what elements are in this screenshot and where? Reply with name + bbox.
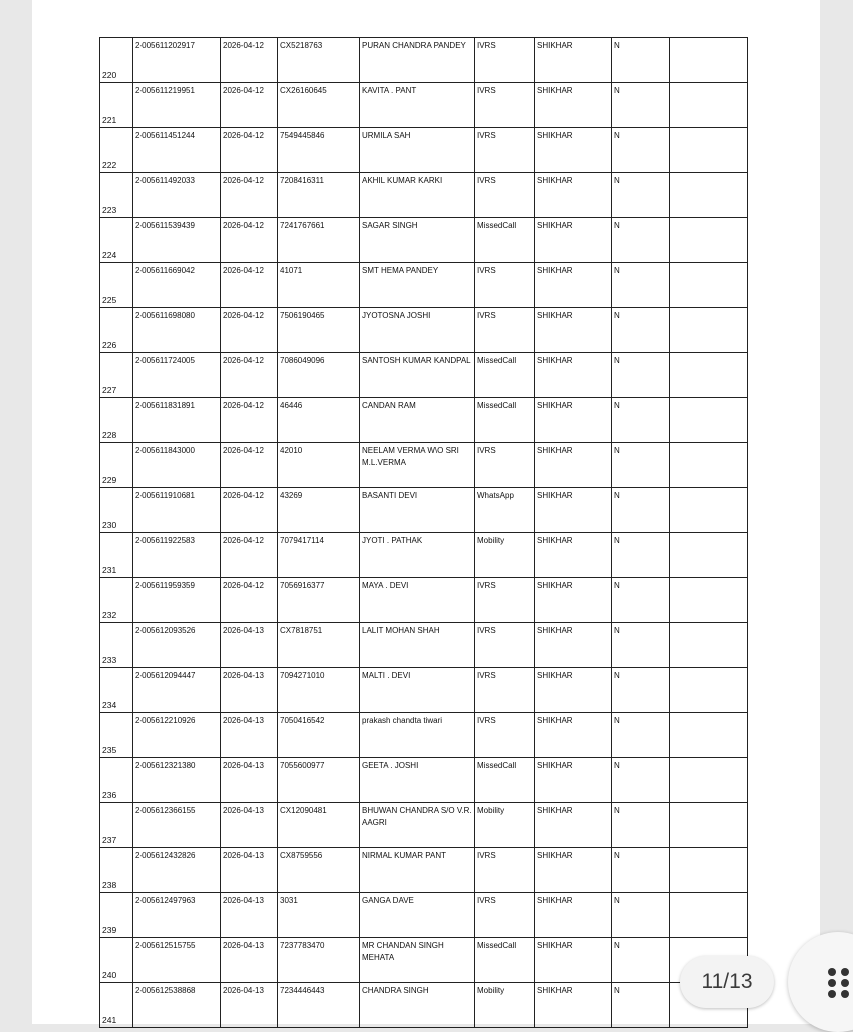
consumer-number-cell: CX26160645 (278, 83, 360, 128)
consumer-number-cell: 41071 (278, 263, 360, 308)
date-cell: 2026-04-12 (221, 443, 278, 488)
area-cell: SHIKHAR (535, 353, 612, 398)
flag-cell: N (612, 893, 670, 938)
serial-number-cell: 234 (100, 668, 133, 713)
flag-cell: N (612, 668, 670, 713)
flag-cell: N (612, 623, 670, 668)
empty-cell (670, 713, 748, 758)
complaint-id-cell: 2-005611910681 (133, 488, 221, 533)
empty-cell (670, 38, 748, 83)
consumer-name-cell: MAYA . DEVI (360, 578, 475, 623)
flag-cell: N (612, 173, 670, 218)
table-row (100, 758, 748, 803)
table-row (100, 668, 748, 713)
date-cell: 2026-04-13 (221, 623, 278, 668)
table-row (100, 983, 748, 1028)
source-cell: MissedCall (475, 938, 535, 983)
area-cell: SHIKHAR (535, 263, 612, 308)
flag-cell: N (612, 398, 670, 443)
source-cell: IVRS (475, 263, 535, 308)
flag-cell: N (612, 353, 670, 398)
consumer-name-cell: MR CHANDAN SINGH MEHATA (360, 938, 475, 983)
area-cell: SHIKHAR (535, 443, 612, 488)
area-cell: SHIKHAR (535, 218, 612, 263)
table-row (100, 263, 748, 308)
date-cell: 2026-04-13 (221, 983, 278, 1028)
consumer-number-cell: 7237783470 (278, 938, 360, 983)
table-row (100, 308, 748, 353)
serial-number-cell: 233 (100, 623, 133, 668)
empty-cell (670, 263, 748, 308)
consumer-name-cell: NEELAM VERMA W\O SRI M.L.VERMA (360, 443, 475, 488)
date-cell: 2026-04-13 (221, 938, 278, 983)
serial-number-cell: 220 (100, 38, 133, 83)
consumer-name-cell: PURAN CHANDRA PANDEY (360, 38, 475, 83)
area-cell: SHIKHAR (535, 758, 612, 803)
area-cell: SHIKHAR (535, 848, 612, 893)
consumer-name-cell: SMT HEMA PANDEY (360, 263, 475, 308)
page-counter: 11/13 (680, 956, 774, 1008)
consumer-name-cell: SANTOSH KUMAR KANDPAL (360, 353, 475, 398)
table-row (100, 488, 748, 533)
empty-cell (670, 128, 748, 173)
table-row (100, 578, 748, 623)
consumer-name-cell: AKHIL KUMAR KARKI (360, 173, 475, 218)
serial-number-cell: 238 (100, 848, 133, 893)
empty-cell (670, 893, 748, 938)
complaint-id-cell: 2-005611698080 (133, 308, 221, 353)
empty-cell (670, 803, 748, 848)
serial-number-cell: 222 (100, 128, 133, 173)
flag-cell: N (612, 713, 670, 758)
complaint-id-cell: 2-005611451244 (133, 128, 221, 173)
area-cell: SHIKHAR (535, 893, 612, 938)
consumer-number-cell: 7241767661 (278, 218, 360, 263)
flag-cell: N (612, 443, 670, 488)
complaint-id-cell: 2-005611922583 (133, 533, 221, 578)
area-cell: SHIKHAR (535, 803, 612, 848)
serial-number-cell: 223 (100, 173, 133, 218)
table-body (100, 38, 748, 1028)
complaint-table (99, 37, 748, 1028)
date-cell: 2026-04-13 (221, 893, 278, 938)
source-cell: MissedCall (475, 353, 535, 398)
area-cell: SHIKHAR (535, 983, 612, 1028)
serial-number-cell: 231 (100, 533, 133, 578)
date-cell: 2026-04-12 (221, 398, 278, 443)
consumer-number-cell: 7094271010 (278, 668, 360, 713)
serial-number-cell: 230 (100, 488, 133, 533)
empty-cell (670, 218, 748, 263)
source-cell: IVRS (475, 578, 535, 623)
flag-cell: N (612, 848, 670, 893)
empty-cell (670, 578, 748, 623)
source-cell: IVRS (475, 668, 535, 713)
area-cell: SHIKHAR (535, 578, 612, 623)
table-row (100, 443, 748, 488)
table-row (100, 623, 748, 668)
table-row (100, 173, 748, 218)
empty-cell (670, 83, 748, 128)
area-cell: SHIKHAR (535, 533, 612, 578)
consumer-name-cell: GANGA DAVE (360, 893, 475, 938)
area-cell: SHIKHAR (535, 668, 612, 713)
consumer-name-cell: KAVITA . PANT (360, 83, 475, 128)
source-cell: MissedCall (475, 218, 535, 263)
serial-number-cell: 241 (100, 983, 133, 1028)
empty-cell (670, 848, 748, 893)
table-row (100, 38, 748, 83)
complaint-id-cell: 2-005612538868 (133, 983, 221, 1028)
date-cell: 2026-04-12 (221, 218, 278, 263)
date-cell: 2026-04-13 (221, 803, 278, 848)
table-row (100, 533, 748, 578)
serial-number-cell: 239 (100, 893, 133, 938)
consumer-number-cell: 3031 (278, 893, 360, 938)
empty-cell (670, 533, 748, 578)
source-cell: MissedCall (475, 758, 535, 803)
consumer-name-cell: CANDAN RAM (360, 398, 475, 443)
consumer-name-cell: NIRMAL KUMAR PANT (360, 848, 475, 893)
consumer-name-cell: JYOTOSNA JOSHI (360, 308, 475, 353)
consumer-number-cell: 46446 (278, 398, 360, 443)
complaint-id-cell: 2-005612366155 (133, 803, 221, 848)
flag-cell: N (612, 938, 670, 983)
consumer-number-cell: 42010 (278, 443, 360, 488)
flag-cell: N (612, 38, 670, 83)
consumer-name-cell: BASANTI DEVI (360, 488, 475, 533)
source-cell: IVRS (475, 623, 535, 668)
source-cell: IVRS (475, 128, 535, 173)
date-cell: 2026-04-12 (221, 128, 278, 173)
consumer-name-cell: CHANDRA SINGH (360, 983, 475, 1028)
area-cell: SHIKHAR (535, 38, 612, 83)
area-cell: SHIKHAR (535, 308, 612, 353)
consumer-number-cell: 43269 (278, 488, 360, 533)
grid-dots-icon (828, 968, 850, 998)
date-cell: 2026-04-12 (221, 38, 278, 83)
consumer-number-cell: 7208416311 (278, 173, 360, 218)
source-cell: IVRS (475, 173, 535, 218)
source-cell: MissedCall (475, 398, 535, 443)
flag-cell: N (612, 803, 670, 848)
date-cell: 2026-04-13 (221, 848, 278, 893)
table-row (100, 128, 748, 173)
complaint-id-cell: 2-005611202917 (133, 38, 221, 83)
table-row (100, 353, 748, 398)
complaint-id-cell: 2-005611724005 (133, 353, 221, 398)
source-cell: IVRS (475, 848, 535, 893)
complaint-id-cell: 2-005612432826 (133, 848, 221, 893)
table-row (100, 893, 748, 938)
flag-cell: N (612, 578, 670, 623)
date-cell: 2026-04-13 (221, 758, 278, 803)
date-cell: 2026-04-12 (221, 578, 278, 623)
complaint-id-cell: 2-005612210926 (133, 713, 221, 758)
date-cell: 2026-04-12 (221, 263, 278, 308)
source-cell: IVRS (475, 83, 535, 128)
source-cell: Mobility (475, 803, 535, 848)
area-cell: SHIKHAR (535, 128, 612, 173)
date-cell: 2026-04-13 (221, 668, 278, 713)
table-row (100, 938, 748, 983)
complaint-id-cell: 2-005611539439 (133, 218, 221, 263)
area-cell: SHIKHAR (535, 938, 612, 983)
serial-number-cell: 235 (100, 713, 133, 758)
source-cell: IVRS (475, 443, 535, 488)
flag-cell: N (612, 128, 670, 173)
source-cell: Mobility (475, 533, 535, 578)
consumer-number-cell: 7055600977 (278, 758, 360, 803)
serial-number-cell: 221 (100, 83, 133, 128)
consumer-number-cell: CX12090481 (278, 803, 360, 848)
area-cell: SHIKHAR (535, 83, 612, 128)
table-row (100, 218, 748, 263)
consumer-name-cell: prakash chandta tiwari (360, 713, 475, 758)
empty-cell (670, 488, 748, 533)
empty-cell (670, 668, 748, 713)
area-cell: SHIKHAR (535, 488, 612, 533)
flag-cell: N (612, 263, 670, 308)
empty-cell (670, 443, 748, 488)
date-cell: 2026-04-12 (221, 353, 278, 398)
consumer-number-cell: 7056916377 (278, 578, 360, 623)
consumer-number-cell: 7549445846 (278, 128, 360, 173)
complaint-id-cell: 2-005611831891 (133, 398, 221, 443)
serial-number-cell: 226 (100, 308, 133, 353)
date-cell: 2026-04-12 (221, 488, 278, 533)
source-cell: IVRS (475, 38, 535, 83)
flag-cell: N (612, 488, 670, 533)
document-page (32, 0, 820, 1024)
complaint-id-cell: 2-005611843000 (133, 443, 221, 488)
flag-cell: N (612, 83, 670, 128)
empty-cell (670, 173, 748, 218)
complaint-id-cell: 2-005612515755 (133, 938, 221, 983)
consumer-name-cell: LALIT MOHAN SHAH (360, 623, 475, 668)
serial-number-cell: 229 (100, 443, 133, 488)
complaint-id-cell: 2-005611669042 (133, 263, 221, 308)
area-cell: SHIKHAR (535, 713, 612, 758)
consumer-number-cell: CX5218763 (278, 38, 360, 83)
serial-number-cell: 224 (100, 218, 133, 263)
consumer-name-cell: BHUWAN CHANDRA S/O V.R. AAGRI (360, 803, 475, 848)
serial-number-cell: 237 (100, 803, 133, 848)
source-cell: Mobility (475, 983, 535, 1028)
source-cell: WhatsApp (475, 488, 535, 533)
consumer-number-cell: CX7818751 (278, 623, 360, 668)
flag-cell: N (612, 308, 670, 353)
serial-number-cell: 225 (100, 263, 133, 308)
area-cell: SHIKHAR (535, 173, 612, 218)
date-cell: 2026-04-12 (221, 308, 278, 353)
consumer-number-cell: 7050416542 (278, 713, 360, 758)
complaint-id-cell: 2-005611492033 (133, 173, 221, 218)
date-cell: 2026-04-13 (221, 713, 278, 758)
table-row (100, 848, 748, 893)
consumer-name-cell: JYOTI . PATHAK (360, 533, 475, 578)
complaint-id-cell: 2-005611219951 (133, 83, 221, 128)
area-cell: SHIKHAR (535, 398, 612, 443)
table-row (100, 398, 748, 443)
serial-number-cell: 240 (100, 938, 133, 983)
source-cell: IVRS (475, 713, 535, 758)
serial-number-cell: 232 (100, 578, 133, 623)
flag-cell: N (612, 533, 670, 578)
area-cell: SHIKHAR (535, 623, 612, 668)
empty-cell (670, 623, 748, 668)
empty-cell (670, 353, 748, 398)
serial-number-cell: 227 (100, 353, 133, 398)
complaint-id-cell: 2-005611959359 (133, 578, 221, 623)
consumer-name-cell: URMILA SAH (360, 128, 475, 173)
flag-cell: N (612, 758, 670, 803)
consumer-number-cell: 7234446443 (278, 983, 360, 1028)
table-row (100, 83, 748, 128)
consumer-number-cell: 7086049096 (278, 353, 360, 398)
consumer-name-cell: GEETA . JOSHI (360, 758, 475, 803)
flag-cell: N (612, 983, 670, 1028)
date-cell: 2026-04-12 (221, 173, 278, 218)
consumer-name-cell: MALTI . DEVI (360, 668, 475, 713)
date-cell: 2026-04-12 (221, 533, 278, 578)
complaint-id-cell: 2-005612093526 (133, 623, 221, 668)
flag-cell: N (612, 218, 670, 263)
consumer-number-cell: 7079417114 (278, 533, 360, 578)
source-cell: IVRS (475, 893, 535, 938)
serial-number-cell: 236 (100, 758, 133, 803)
complaint-id-cell: 2-005612321380 (133, 758, 221, 803)
complaint-id-cell: 2-005612497963 (133, 893, 221, 938)
consumer-number-cell: 7506190465 (278, 308, 360, 353)
table-row (100, 803, 748, 848)
date-cell: 2026-04-12 (221, 83, 278, 128)
complaint-id-cell: 2-005612094447 (133, 668, 221, 713)
consumer-name-cell: SAGAR SINGH (360, 218, 475, 263)
table-row (100, 713, 748, 758)
consumer-number-cell: CX8759556 (278, 848, 360, 893)
source-cell: IVRS (475, 308, 535, 353)
empty-cell (670, 308, 748, 353)
empty-cell (670, 758, 748, 803)
serial-number-cell: 228 (100, 398, 133, 443)
empty-cell (670, 398, 748, 443)
